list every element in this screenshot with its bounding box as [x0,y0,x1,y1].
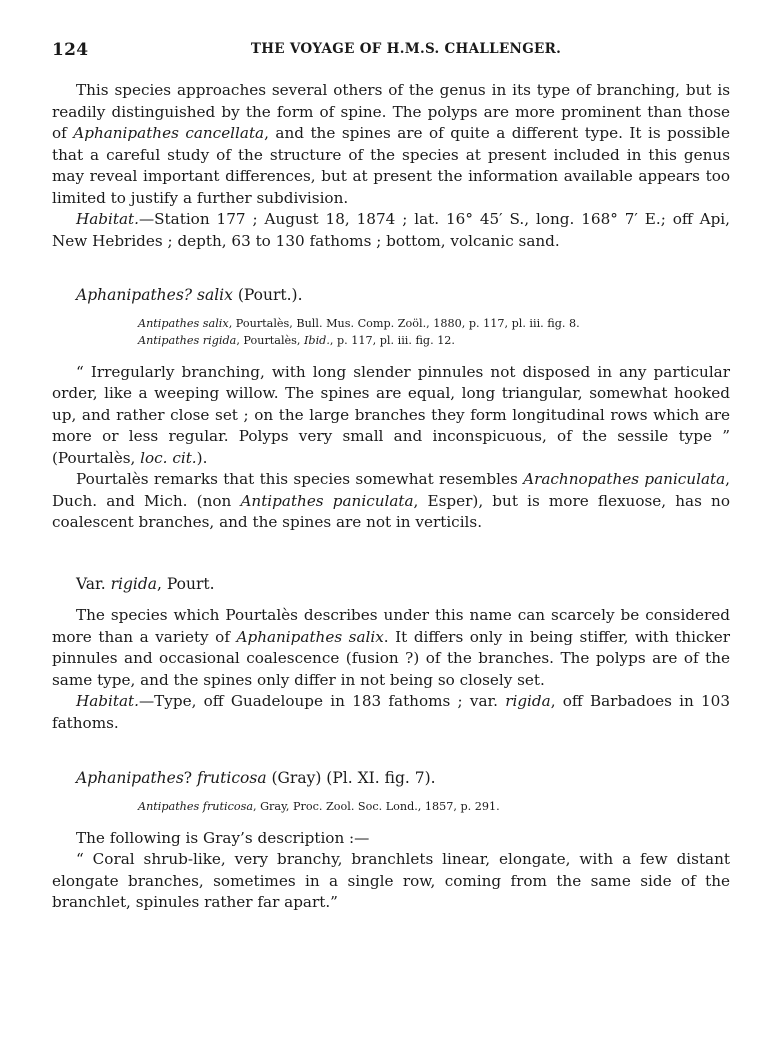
page [52,40,730,914]
synonymy-salix [52,315,730,349]
fruticosa-description-quote: “ Coral shrub-like, very branchy, branchlets linear, elongate, with a few distant elongate branches, sometimes in a single row, coming from the same side of the branchlet, spinules rather far apart.” [52,850,730,911]
rigida-paragraph: The species which Pourtalès describes under this name can scarcely be considered more than a variety of Aphanipathes salix. It differs only in being stiffer, with thicker pinnules and occasional coalescence (fusion ?) of the branches. The polyps are of the same type, and the spines only differ in not being so closely set. [52,606,730,689]
species-heading-fruticosa: Aphanipathes? fruticosa (Gray) (Pl. XI. fig. 7). [76,769,436,787]
running-title: THE VOYAGE OF H.M.S. CHALLENGER. [250,41,562,57]
salix-description-quote: “ Irregularly branching, with long slender pinnules not disposed in any particular order, like a weeping willow. The spines are equal, long triangular, somewhat hooked up, and rather close set ; on the large branches they form longitudinal rows which are more or less regular. Polyps very small and inconspicuous, of the sessile type ” (Pourtalès, loc. cit.). [52,362,730,467]
variety-heading-rigida: Var. rigida, Pourt. [76,574,215,593]
species-heading-salix: Aphanipathes? salix (Pourt.). [76,286,303,304]
synonym-line: Antipathes fruticosa, Gray, Proc. Zool. Soc. Lond., 1857, p. 291. [138,799,500,813]
synonymy-fruticosa [52,798,730,815]
synonym-line: Antipathes rigida, Pourtalès, Ibid., p. 117, pl. iii. fig. 12. [138,333,455,347]
rigida-habitat: Habitat.—Type, off Guadeloupe in 183 fathoms ; var. rigida, off Barbadoes in 103 fathoms. [52,692,730,732]
synonym-line: Antipathes salix, Pourtalès, Bull. Mus. Comp. Zoöl., 1880, p. 117, pl. iii. fig. 8. [138,316,580,330]
salix-remark: Pourtalès remarks that this species somewhat resembles Arachnopathes paniculata, Duch. and Mich. (non Antipathes paniculata, Esper), but is more flexuose, has no coalescent branches, and the spines are not in verticils. [52,470,730,531]
intro-paragraph: This species approaches several others of the genus in its type of branching, but is readily distinguished by the form of spine. The polyps are more prominent than those of Aphanipathes cancellata, and the spines are of quite a different type. It is possible that a careful study of the structure of the species at present included in this genus may reveal important differences, but at present the information available appears too limited to justify a further subdivision. [52,81,731,207]
fruticosa-intro: The following is Gray’s description :— [76,828,370,847]
intro-habitat: Habitat.—Station 177 ; August 18, 1874 ; lat. 16° 45′ S., long. 168° 7′ E.; off Api, New Hebrides ; depth, 63 to 130 fathoms ; bottom, volcanic sand. [52,210,730,250]
page-number: 124 [52,40,89,60]
running-head [52,40,730,64]
